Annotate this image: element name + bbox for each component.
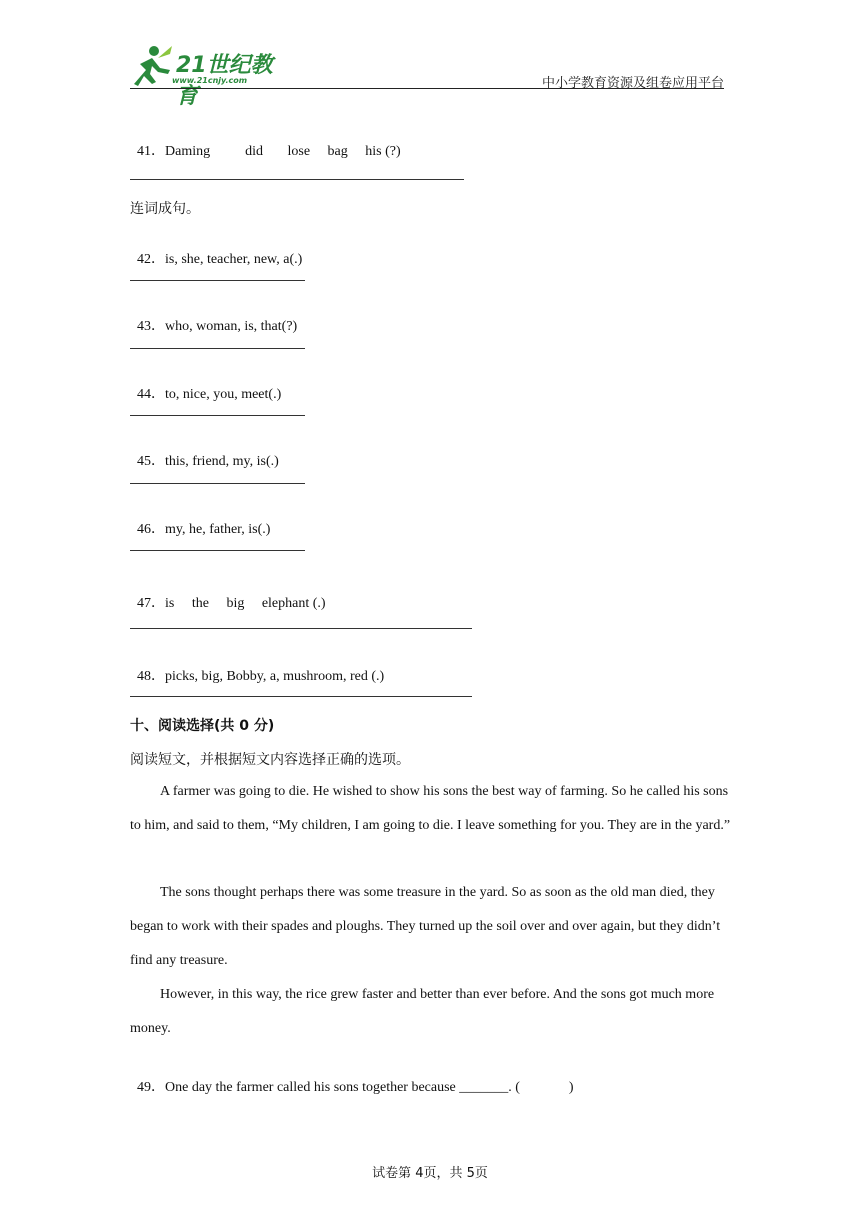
instruction-lianci: 连词成句。 (130, 201, 200, 217)
question-text: is, she, teacher, new, a(.) (165, 252, 303, 267)
answer-line[interactable] (130, 415, 305, 416)
question-number: 49． (137, 1080, 165, 1095)
answer-line[interactable] (130, 179, 464, 180)
passage-paragraph-2: The sons thought perhaps there was some treasure in the yard. So as soon as the old man died, they began to work with their spades and ploughs. They turned up the soil over and over again, but they didn’t find any treasure. (130, 885, 721, 968)
logo (124, 44, 294, 109)
question-number: 46． (137, 522, 165, 537)
logo-text: 21世纪教育 (176, 53, 273, 109)
question-text: this, friend, my, is(.) (165, 454, 279, 469)
question-text: One day the farmer called his sons together because _______. ( ) (165, 1080, 574, 1095)
question-text: picks, big, Bobby, a, mushroom, red (.) (165, 669, 385, 684)
answer-line[interactable] (130, 483, 305, 484)
question-text: to, nice, you, meet(.) (165, 387, 282, 402)
section-title: 十、阅读选择(共 0 分) (130, 718, 275, 734)
question-47 (130, 576, 326, 612)
question-number: 48． (137, 669, 165, 684)
answer-line[interactable] (130, 696, 472, 697)
question-number: 42． (137, 252, 165, 267)
header-rule (130, 88, 724, 89)
question-49 (130, 1060, 574, 1096)
question-number: 45． (137, 454, 165, 469)
section-instruction: 阅读短文，并根据短文内容选择正确的选项。 (130, 752, 410, 768)
page-footer: 试卷第 4页，共 5页 (372, 1166, 488, 1181)
question-number: 47． (137, 596, 165, 611)
question-44 (130, 367, 281, 403)
question-text: who, woman, is, that(?) (165, 319, 298, 334)
question-number: 41． (137, 144, 165, 159)
question-text: my, he, father, is(.) (165, 522, 271, 537)
question-number: 44． (137, 387, 165, 402)
question-42 (130, 232, 302, 268)
answer-line[interactable] (130, 628, 472, 629)
running-man-logo-icon (124, 44, 174, 90)
passage-paragraph-3: However, in this way, the rice grew faster and better than ever before. And the sons got much more money. (130, 987, 715, 1036)
platform-title: 中小学教育资源及组卷应用平台 (541, 76, 724, 91)
question-41 (130, 124, 401, 160)
question-text: Daming did lose bag his (?) (165, 144, 401, 159)
answer-line[interactable] (130, 348, 305, 349)
question-48 (130, 649, 384, 685)
question-43 (130, 299, 297, 335)
answer-line[interactable] (130, 280, 305, 281)
answer-line[interactable] (130, 550, 305, 551)
question-text: is the big elephant (.) (165, 596, 326, 611)
question-46 (130, 502, 270, 538)
logo-url: www.21cnjy.com (172, 76, 248, 85)
question-45 (130, 434, 279, 470)
question-number: 43． (137, 319, 165, 334)
passage-paragraph-1: A farmer was going to die. He wished to show his sons the best way of farming. So he called his sons to him, and said to them, “My children, I am going to die. I leave something for you. They are in the yard.” (130, 784, 731, 833)
